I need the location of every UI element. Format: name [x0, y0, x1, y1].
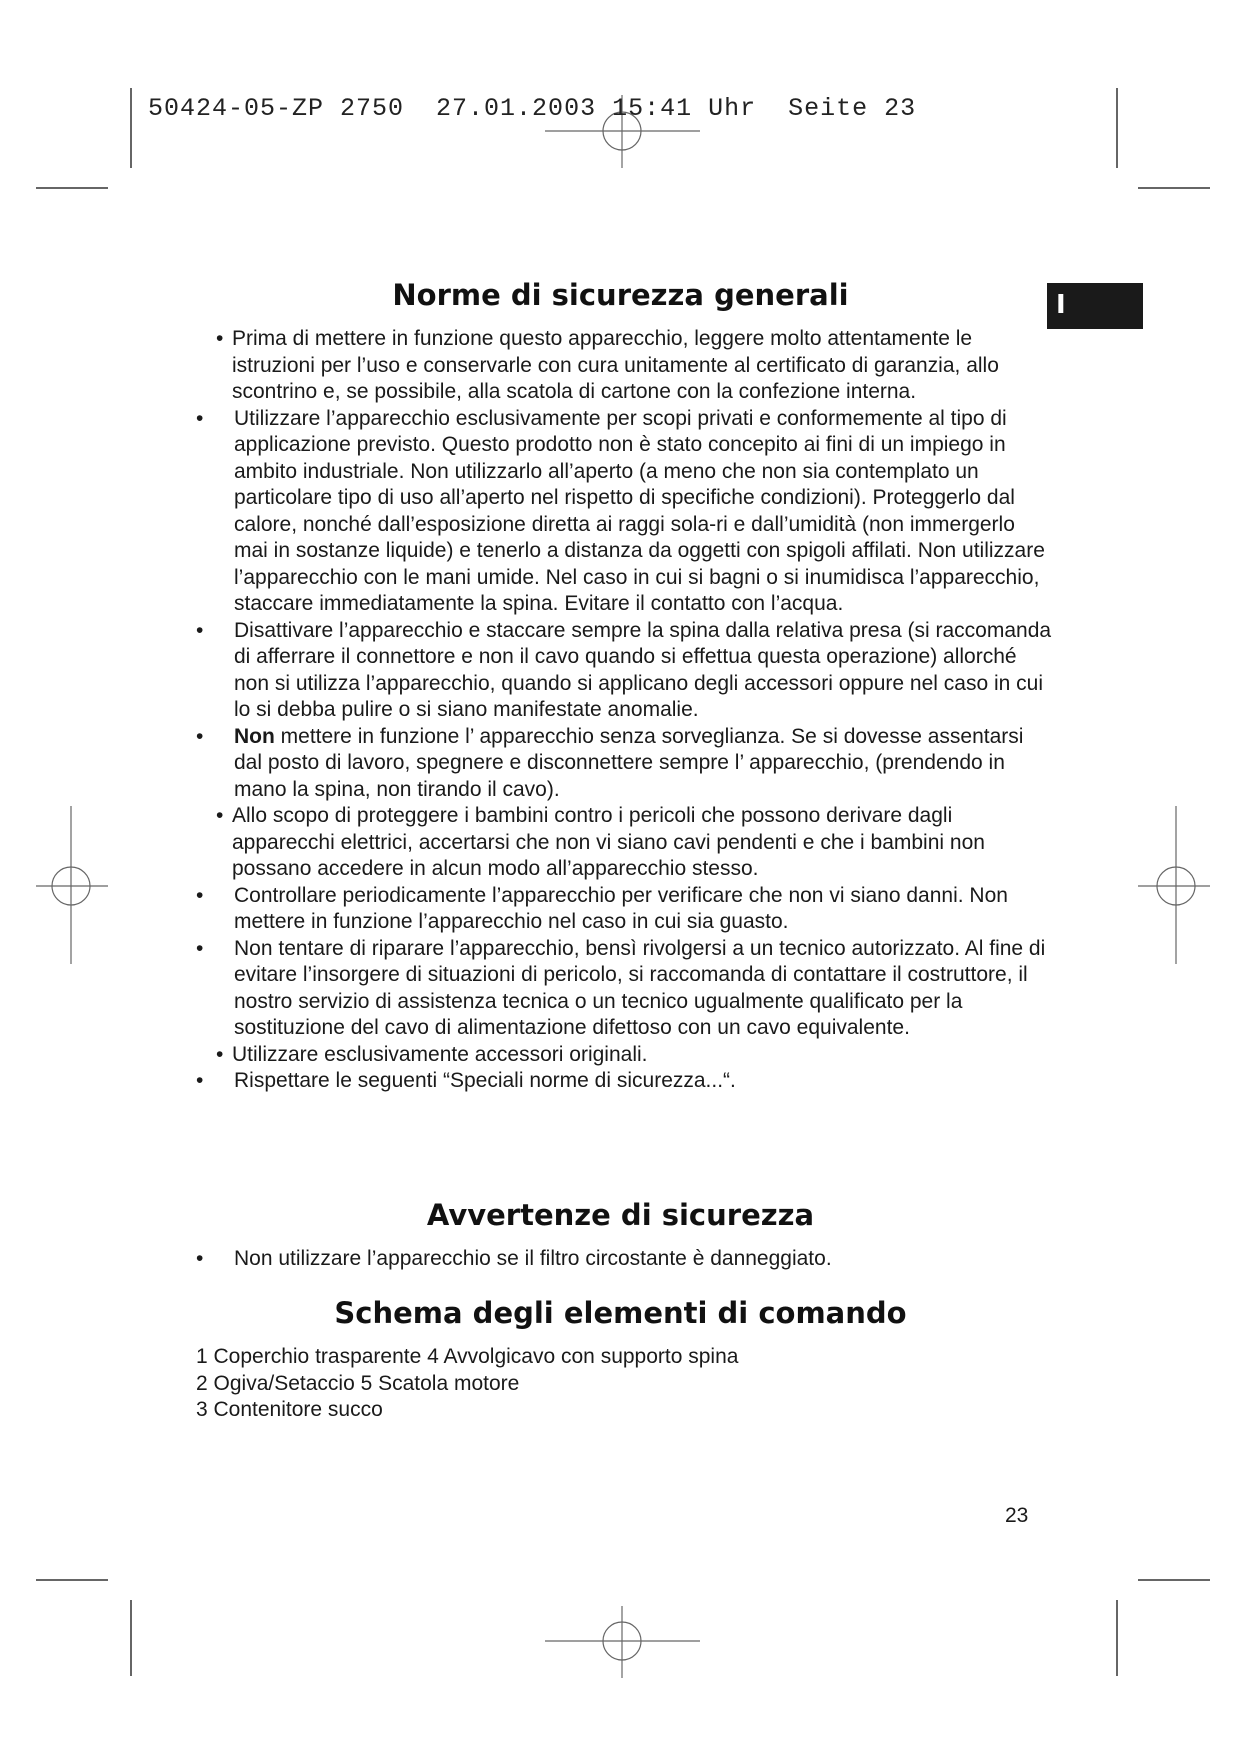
bullet: • [196, 618, 204, 642]
list-item: • Non utilizzare l’apparecchio se il filtro circostante è danneggiato. [194, 1246, 1054, 1273]
list-item: • Prima di mettere in funzione questo apparecchio, leggere molto attentamente le istruzioni per l’uso e conservarle con cura unitamente al certificato di garanzia, allo scontrino e, se possibile, alla scatola di cartone con la confezione interna. [216, 327, 999, 403]
bullet: • [196, 936, 204, 960]
parts-line: 2 Ogiva/Setaccio 5 Scatola motore [196, 1371, 520, 1395]
page-number: 23 [1005, 1504, 1029, 1527]
list-item: • Allo scopo di proteggere i bambini contro i pericoli che possono derivare dagli apparecchi elettrici, accertarsi che non vi siano cavi pendenti e che i bambini non possano accedere in alcun modo all’apparecchio stesso. [216, 804, 985, 880]
list-item: • Rispettare le seguenti “Speciali norme di sicurezza...“. [194, 1068, 1054, 1095]
bullet: • [196, 406, 204, 430]
section-title-controls: Schema degli elementi di comando [334, 1296, 907, 1330]
bullet: • [196, 1069, 204, 1092]
bullet: • [196, 883, 204, 907]
section-title-general-safety: Norme di sicurezza generali [392, 278, 849, 312]
bullet: • [216, 327, 224, 350]
list-item: • Non mettere in funzione l’ apparecchio senza sorveglianza. Se si dovesse assentarsi dal posto di lavoro, spegnere e disconnettere sempre l’ apparecchio, (prendendo in mano la spina, non tirando il cavo). [196, 724, 1024, 801]
bullet: • [216, 804, 224, 827]
list-item: • Controllare periodicamente l’apparecchio per verificare che non vi siano danni. Non mettere in funzione l’apparecchio nel caso in cui sia guasto. [196, 883, 1008, 933]
print-slug-line: 50424-05-ZP 2750 27.01.2003 15:41 Uhr Seite 23 [148, 94, 917, 123]
controls-parts-list [196, 1344, 738, 1424]
general-safety-list [194, 326, 1054, 1095]
list-item: • Utilizzare l’apparecchio esclusivamente per scopi privati e conformemente al tipo di applicazione previsto. Questo prodotto non è stato concepito ai fini di un impiego in ambito industriale. Non utilizzarlo all’aperto (a meno che non sia contemplato un particolare tipo di uso all’aperto nel rispetto di specifiche condizioni). Proteggerlo dal calore, nonché dall’esposizione diretta ai raggi sola-ri e dall’umidità (non immergerlo mai in sostanze liquide) e tenerlo a distanza da oggetti con spigoli affilati. Non utilizzare l’apparecchio con le mani umide. Nel caso in cui si bagni o si inumidisca l’apparecchio, staccare immediatamente la spina. Evitare il contatto con l’acqua. [196, 406, 1045, 615]
emphasis: Non [234, 724, 275, 748]
parts-line: 3 Contenitore succo [196, 1398, 383, 1421]
parts-line: 1 Coperchio trasparente 4 Avvolgicavo con supporto spina [196, 1345, 739, 1368]
list-item: • Non tentare di riparare l’apparecchio, bensì rivolgersi a un tecnico autorizzato. Al fine di evitare l’insorgere di situazioni di pericolo, si raccomanda di contattare il costruttore, il nostro servizio di assistenza tecnica o un tecnico ugualmente qualificato per la sostituzione del cavo di alimentazione difettoso con un cavo equivalente. [196, 936, 1046, 1039]
warnings-list [194, 1246, 1054, 1273]
section-title-warnings: Avvertenze di sicurezza [426, 1198, 815, 1232]
list-item: • Utilizzare esclusivamente accessori originali. [194, 1042, 1054, 1069]
list-item: • Disattivare l’apparecchio e staccare sempre la spina dalla relativa presa (si raccomanda di afferrare il connettore e non il cavo quando si effettua questa operazione) allorché non si utilizza l’apparecchio, quando si applicano degli accessori oppure nel caso in cui lo si debba pulire o si siano manifestate anomalie. [196, 618, 1052, 721]
language-tab-label: I [1056, 290, 1066, 320]
bullet: • [196, 724, 204, 748]
bullet: • [196, 1247, 204, 1270]
bullet: • [216, 1042, 224, 1066]
